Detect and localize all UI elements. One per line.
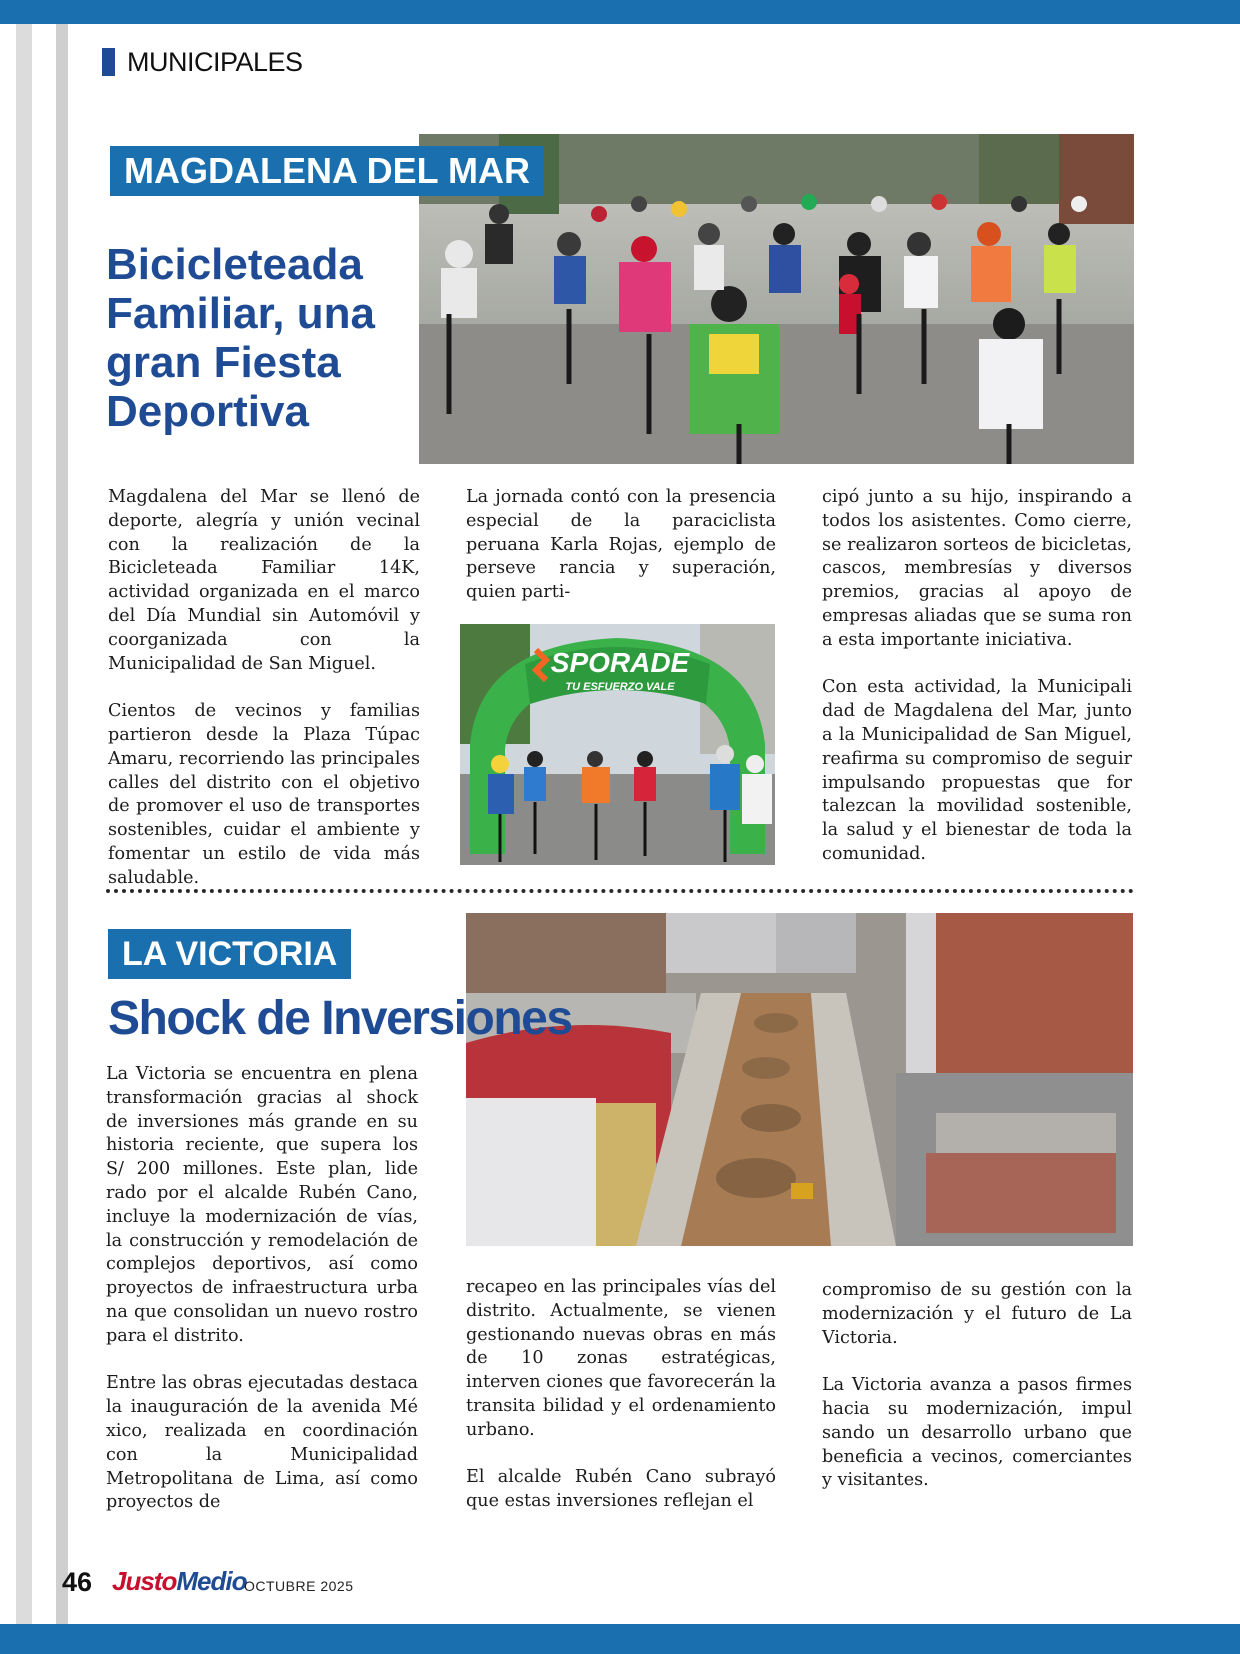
publication-logo: [112, 1566, 246, 1597]
text-line: gestionando nuevas obras en más: [466, 1324, 776, 1345]
left-margin-stripe: [56, 24, 68, 1624]
bottom-color-bar: [0, 1624, 1240, 1654]
text-line: de complejos deportivos, así como: [106, 1230, 418, 1275]
text-line: a la Municipalidad de San Miguel,: [822, 724, 1132, 745]
text-line: recapeo en las principales vías del: [466, 1277, 776, 1297]
sporade-arch-photo: [460, 624, 775, 865]
section-header: [102, 48, 303, 76]
text-line: Cientos de vecinos y familias: [108, 701, 420, 722]
text-line: incluye la modernización de vías,: [106, 1206, 418, 1227]
text-line: saludable.: [108, 867, 200, 888]
text-line: la inauguración de la avenida Mé: [106, 1397, 418, 1418]
section-marker: [102, 48, 115, 76]
text-line: dad de Magdalena del Mar, junto: [822, 701, 1132, 722]
text-line: diversos premios, gracias al apoyo: [822, 558, 1132, 603]
text-line: rado por el alcalde Rubén Cano,: [106, 1182, 418, 1203]
district-label-magdalena: MAGDALENA DEL MAR: [110, 146, 544, 196]
text-line: historia reciente, que supera los: [106, 1135, 418, 1156]
text-line: El alcalde Rubén Cano subrayó: [466, 1467, 776, 1488]
text-line: de Lima, así como proyectos de: [106, 1468, 418, 1513]
aerial-street-photo: [466, 913, 1133, 1246]
text-line: con la realización de la Bicicleteada: [108, 534, 420, 579]
text-line: na que consolidan un nuevo rostro: [106, 1301, 418, 1322]
paragraph: [466, 486, 776, 605]
paragraph: [822, 1374, 1132, 1493]
page-number: 46: [62, 1567, 93, 1597]
text-line: Victoria.: [822, 1327, 898, 1348]
text-line: La Victoria avanza a pasos firmes: [822, 1375, 1132, 1396]
text-line: Municipalidad de San Miguel.: [108, 653, 376, 674]
text-line: calles del distrito con el objetivo: [108, 772, 420, 793]
text-line: Karla Rojas, ejemplo de perseve: [466, 534, 776, 579]
paragraph: [108, 486, 420, 676]
text-line: para el distrito.: [106, 1325, 244, 1346]
text-line: La jornada contó con la presencia: [466, 487, 776, 507]
text-line: la construcción y remodelación: [106, 1230, 397, 1251]
logo-part-medio: Medio: [176, 1566, 247, 1596]
paragraph: [466, 1276, 776, 1443]
top-color-bar: [0, 0, 1240, 24]
paragraph: [108, 700, 420, 890]
article1-column-3: [822, 486, 1132, 867]
text-line: todos los asistentes.: [822, 510, 1015, 531]
text-line: ron a esta importante iniciativa.: [822, 605, 1132, 650]
arch-brand: SPORADE: [550, 647, 690, 678]
paragraph: [822, 1279, 1132, 1350]
text-line: de inversiones más grande en su: [106, 1111, 418, 1132]
text-line: modernización y el futuro de La: [822, 1303, 1132, 1324]
paragraph: [466, 1466, 776, 1514]
text-line: sostenibles, cuidar el ambiente y: [108, 820, 420, 841]
article1-column-1: [108, 486, 420, 891]
text-line: partieron desde la Plaza Túpac: [108, 724, 420, 745]
text-line: ciones que favorecerán la transita: [466, 1372, 776, 1416]
headline-line: gran Fiesta: [106, 338, 341, 387]
headline-line: Familiar, una: [106, 289, 375, 338]
text-line: deporte, alegría y unión vecinal: [108, 510, 420, 531]
text-line: fomentar un estilo de vida más: [108, 843, 420, 864]
arch-slogan: TU ESFUERZO VALE: [565, 681, 675, 693]
text-line: bilidad y el ordenamiento urbano.: [466, 1395, 776, 1440]
paragraph: [106, 1063, 418, 1349]
text-line: rancia y superación, quien parti-: [466, 558, 776, 603]
text-line: distrito. Actualmente, se vienen: [466, 1300, 776, 1321]
text-line: La Victoria se encuentra en plena: [106, 1064, 418, 1084]
text-line: Como cierre, se realizaron sorteos: [822, 510, 1132, 555]
section-title: MUNICIPALES: [127, 46, 303, 77]
text-line: de empresas aliadas que se suma: [822, 582, 1132, 626]
text-line: de promover el uso de transportes: [108, 796, 420, 817]
text-line: S/ 200 millones. Este plan, lide: [106, 1159, 418, 1180]
paragraph: [822, 486, 1132, 653]
district-label-la-victoria: LA VICTORIA: [108, 929, 351, 979]
left-margin-stripe: [16, 24, 32, 1624]
article2-column-1: [106, 1063, 418, 1515]
text-line: cipó junto a su hijo, inspirando a: [822, 487, 1132, 507]
text-line: especial de la paraciclista peruana: [466, 510, 776, 555]
paragraph: [822, 676, 1132, 866]
logo-part-justo: Justo: [112, 1566, 177, 1596]
issue-date: OCTUBRE 2025: [244, 1578, 354, 1594]
text-line: de 10 zonas estratégicas, interven: [466, 1348, 776, 1393]
text-line: compromiso de su gestión con la: [822, 1280, 1132, 1300]
text-line: impulsando propuestas que for: [822, 772, 1132, 793]
text-line: Entre las obras ejecutadas destaca: [106, 1373, 418, 1394]
text-line: proyectos de infraestructura urba: [106, 1278, 418, 1299]
headline-line: Deportiva: [106, 387, 309, 436]
text-line: de bicicletas, cascos, membresías y: [822, 534, 1132, 579]
article2-column-2: [466, 1276, 776, 1514]
text-line: talezcan la movilidad sostenible,: [822, 796, 1132, 817]
headline-line: Bicicleteada: [106, 240, 363, 289]
text-line: comunidad.: [822, 843, 927, 864]
text-line: sando un desarrollo urbano que: [822, 1422, 1132, 1443]
section-divider: [106, 889, 1134, 893]
text-line: Magdalena del Mar se llenó de: [108, 487, 420, 507]
text-line: Familiar 14K, actividad organizada: [108, 558, 420, 603]
text-line: transformación gracias al shock: [106, 1087, 418, 1108]
text-line: la Municipalidad Metropolitana: [106, 1444, 419, 1489]
article1-column-2: [466, 486, 776, 605]
left-margin-stripe: [32, 24, 56, 1624]
text-line: Con esta actividad, la Municipali: [822, 677, 1132, 698]
article2-headline: Shock de Inversiones: [108, 992, 572, 1045]
text-line: beneficia a vecinos, comerciantes: [822, 1446, 1132, 1467]
paragraph: [106, 1372, 418, 1515]
text-line: en el marco del Día Mundial sin: [108, 582, 420, 626]
article1-headline: [106, 240, 375, 436]
text-line: hacia su modernización, impul: [822, 1398, 1132, 1419]
text-line: Automóvil y coorganizada con la: [108, 605, 420, 650]
text-line: que estas inversiones reflejan el: [466, 1491, 754, 1512]
article2-column-3: [822, 1279, 1132, 1493]
text-line: Amaru, recorriendo las principales: [108, 748, 420, 769]
text-line: reafirma su compromiso de seguir: [822, 748, 1132, 769]
text-line: y visitantes.: [822, 1470, 929, 1491]
text-line: xico, realizada en coordinación con: [106, 1420, 418, 1465]
text-line: la salud y el bienestar de toda la: [822, 820, 1132, 841]
